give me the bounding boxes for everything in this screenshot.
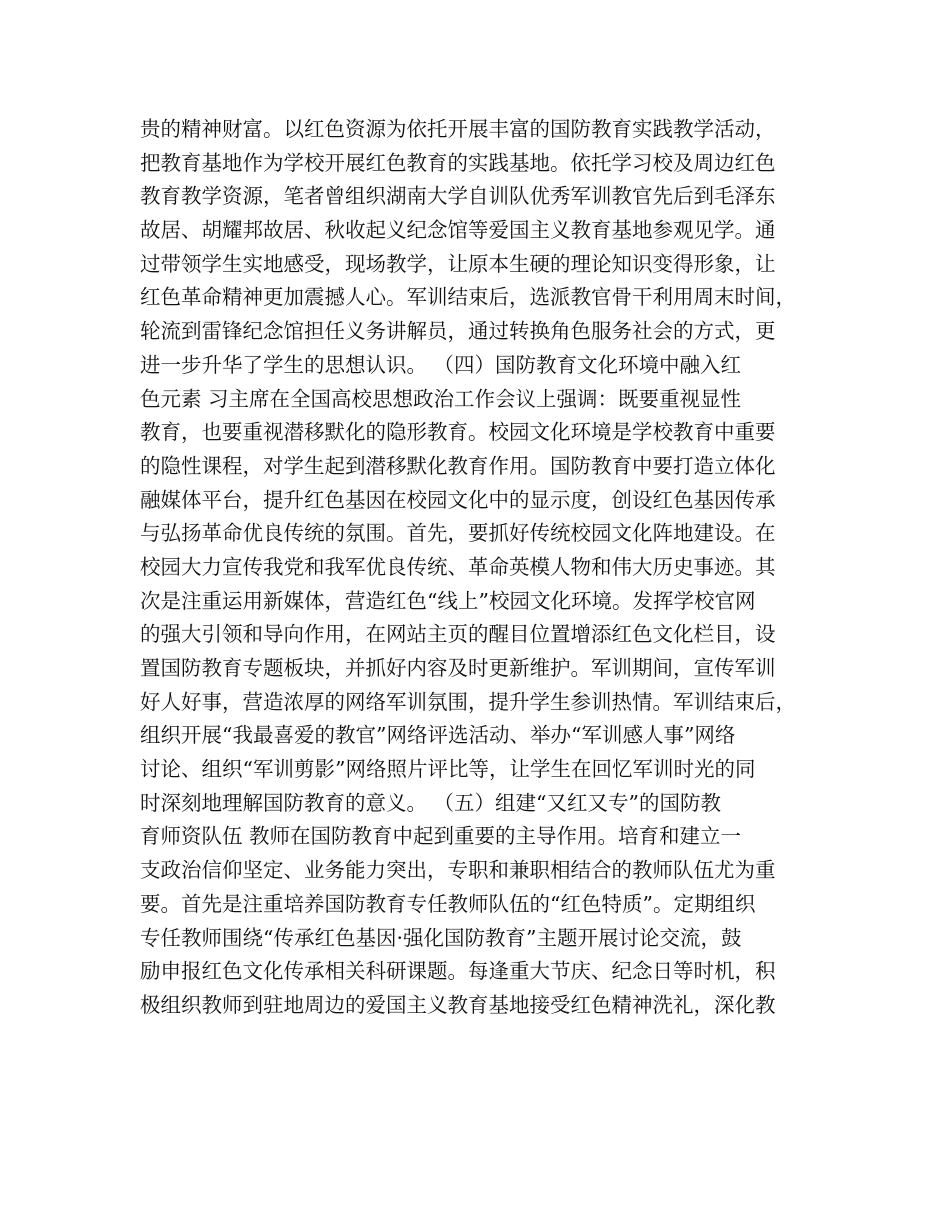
text-line: 好人好事，营造浓厚的网络军训氛围，提升学生参训热情。军训结束后，: [140, 689, 796, 714]
text-line: 红色革命精神更加震撼人心。军训结束后，选派教官骨干利用周末时间，: [140, 285, 796, 310]
text-line: 时深刻地理解国防教育的意义。 （五）组建“又红又专”的国防教: [140, 790, 721, 815]
text-line: 把教育基地作为学校开展红色教育的实践基地。依托学习校及周边红色: [140, 150, 776, 175]
text-line: 组织开展“我最喜爱的教官”网络评选活动、举办“军训感人事”网络: [140, 723, 736, 748]
text-line: 过带领学生实地感受，现场教学，让原本生硬的理论知识变得形象，让: [140, 251, 776, 276]
text-line: 教育教学资源，笔者曾组织湖南大学自训队优秀军训教官先后到毛泽东: [140, 184, 776, 209]
body-text: [140, 113, 840, 1023]
text-line: 励申报红色文化传承相关科研课题。每逢重大节庆、纪念日等时机，积: [140, 959, 776, 984]
text-line: 要。首先是注重培养国防教育专任教师队伍的“红色特质”。定期组织: [140, 891, 756, 916]
text-line: 教育，也要重视潜移默化的隐形教育。校园文化环境是学校教育中重要: [140, 420, 776, 445]
text-line: 贵的精神财富。以红色资源为依托开展丰富的国防教育实践教学活动，: [140, 117, 776, 141]
text-line: 育师资队伍 教师在国防教育中起到重要的主导作用。培育和建立一: [140, 824, 742, 849]
text-line: 支政治信仰坚定、业务能力突出，专职和兼职相结合的教师队伍尤为重: [140, 858, 776, 883]
text-line: 融媒体平台，提升红色基因在校园文化中的显示度，创设红色基因传承: [140, 487, 776, 512]
text-line: 色元素 习主席在全国高校思想政治工作会议上强调：既要重视显性: [140, 386, 742, 411]
text-line: 校园大力宣传我党和我军优良传统、革命英模人物和伟大历史事迹。其: [140, 554, 776, 579]
text-line: 故居、胡耀邦故居、秋收起义纪念馆等爱国主义教育基地参观见学。通: [140, 218, 776, 243]
text-line: 置国防教育专题板块，并抓好内容及时更新维护。军训期间，宣传军训: [140, 656, 776, 680]
text-line: 轮流到雷锋纪念馆担任义务讲解员，通过转换角色服务社会的方式，更: [140, 319, 776, 344]
text-line: 的强大引领和导向作用，在网站主页的醒目位置增添红色文化栏目，设: [140, 622, 776, 647]
text-line: 与弘扬革命优良传统的氛围。首先，要抓好传统校园文化阵地建设。在: [140, 521, 776, 546]
text-line: 极组织教师到驻地周边的爱国主义教育基地接受红色精神洗礼，深化教: [140, 992, 776, 1017]
text-line: 的隐性课程，对学生起到潜移默化教育作用。国防教育中要打造立体化: [140, 453, 776, 478]
text-line: 讨论、组织“军训剪影”网络照片评比等，让学生在回忆军训时光的同: [140, 757, 756, 782]
text-line: 次是注重运用新媒体，营造红色“线上”校园文化环境。发挥学校官网: [140, 588, 756, 613]
text-line: 进一步升华了学生的思想认识。 （四）国防教育文化环境中融入红: [140, 352, 742, 377]
text-line: 专任教师围绕“传承红色基因·强化国防教育”主题开展讨论交流，鼓: [140, 925, 742, 950]
